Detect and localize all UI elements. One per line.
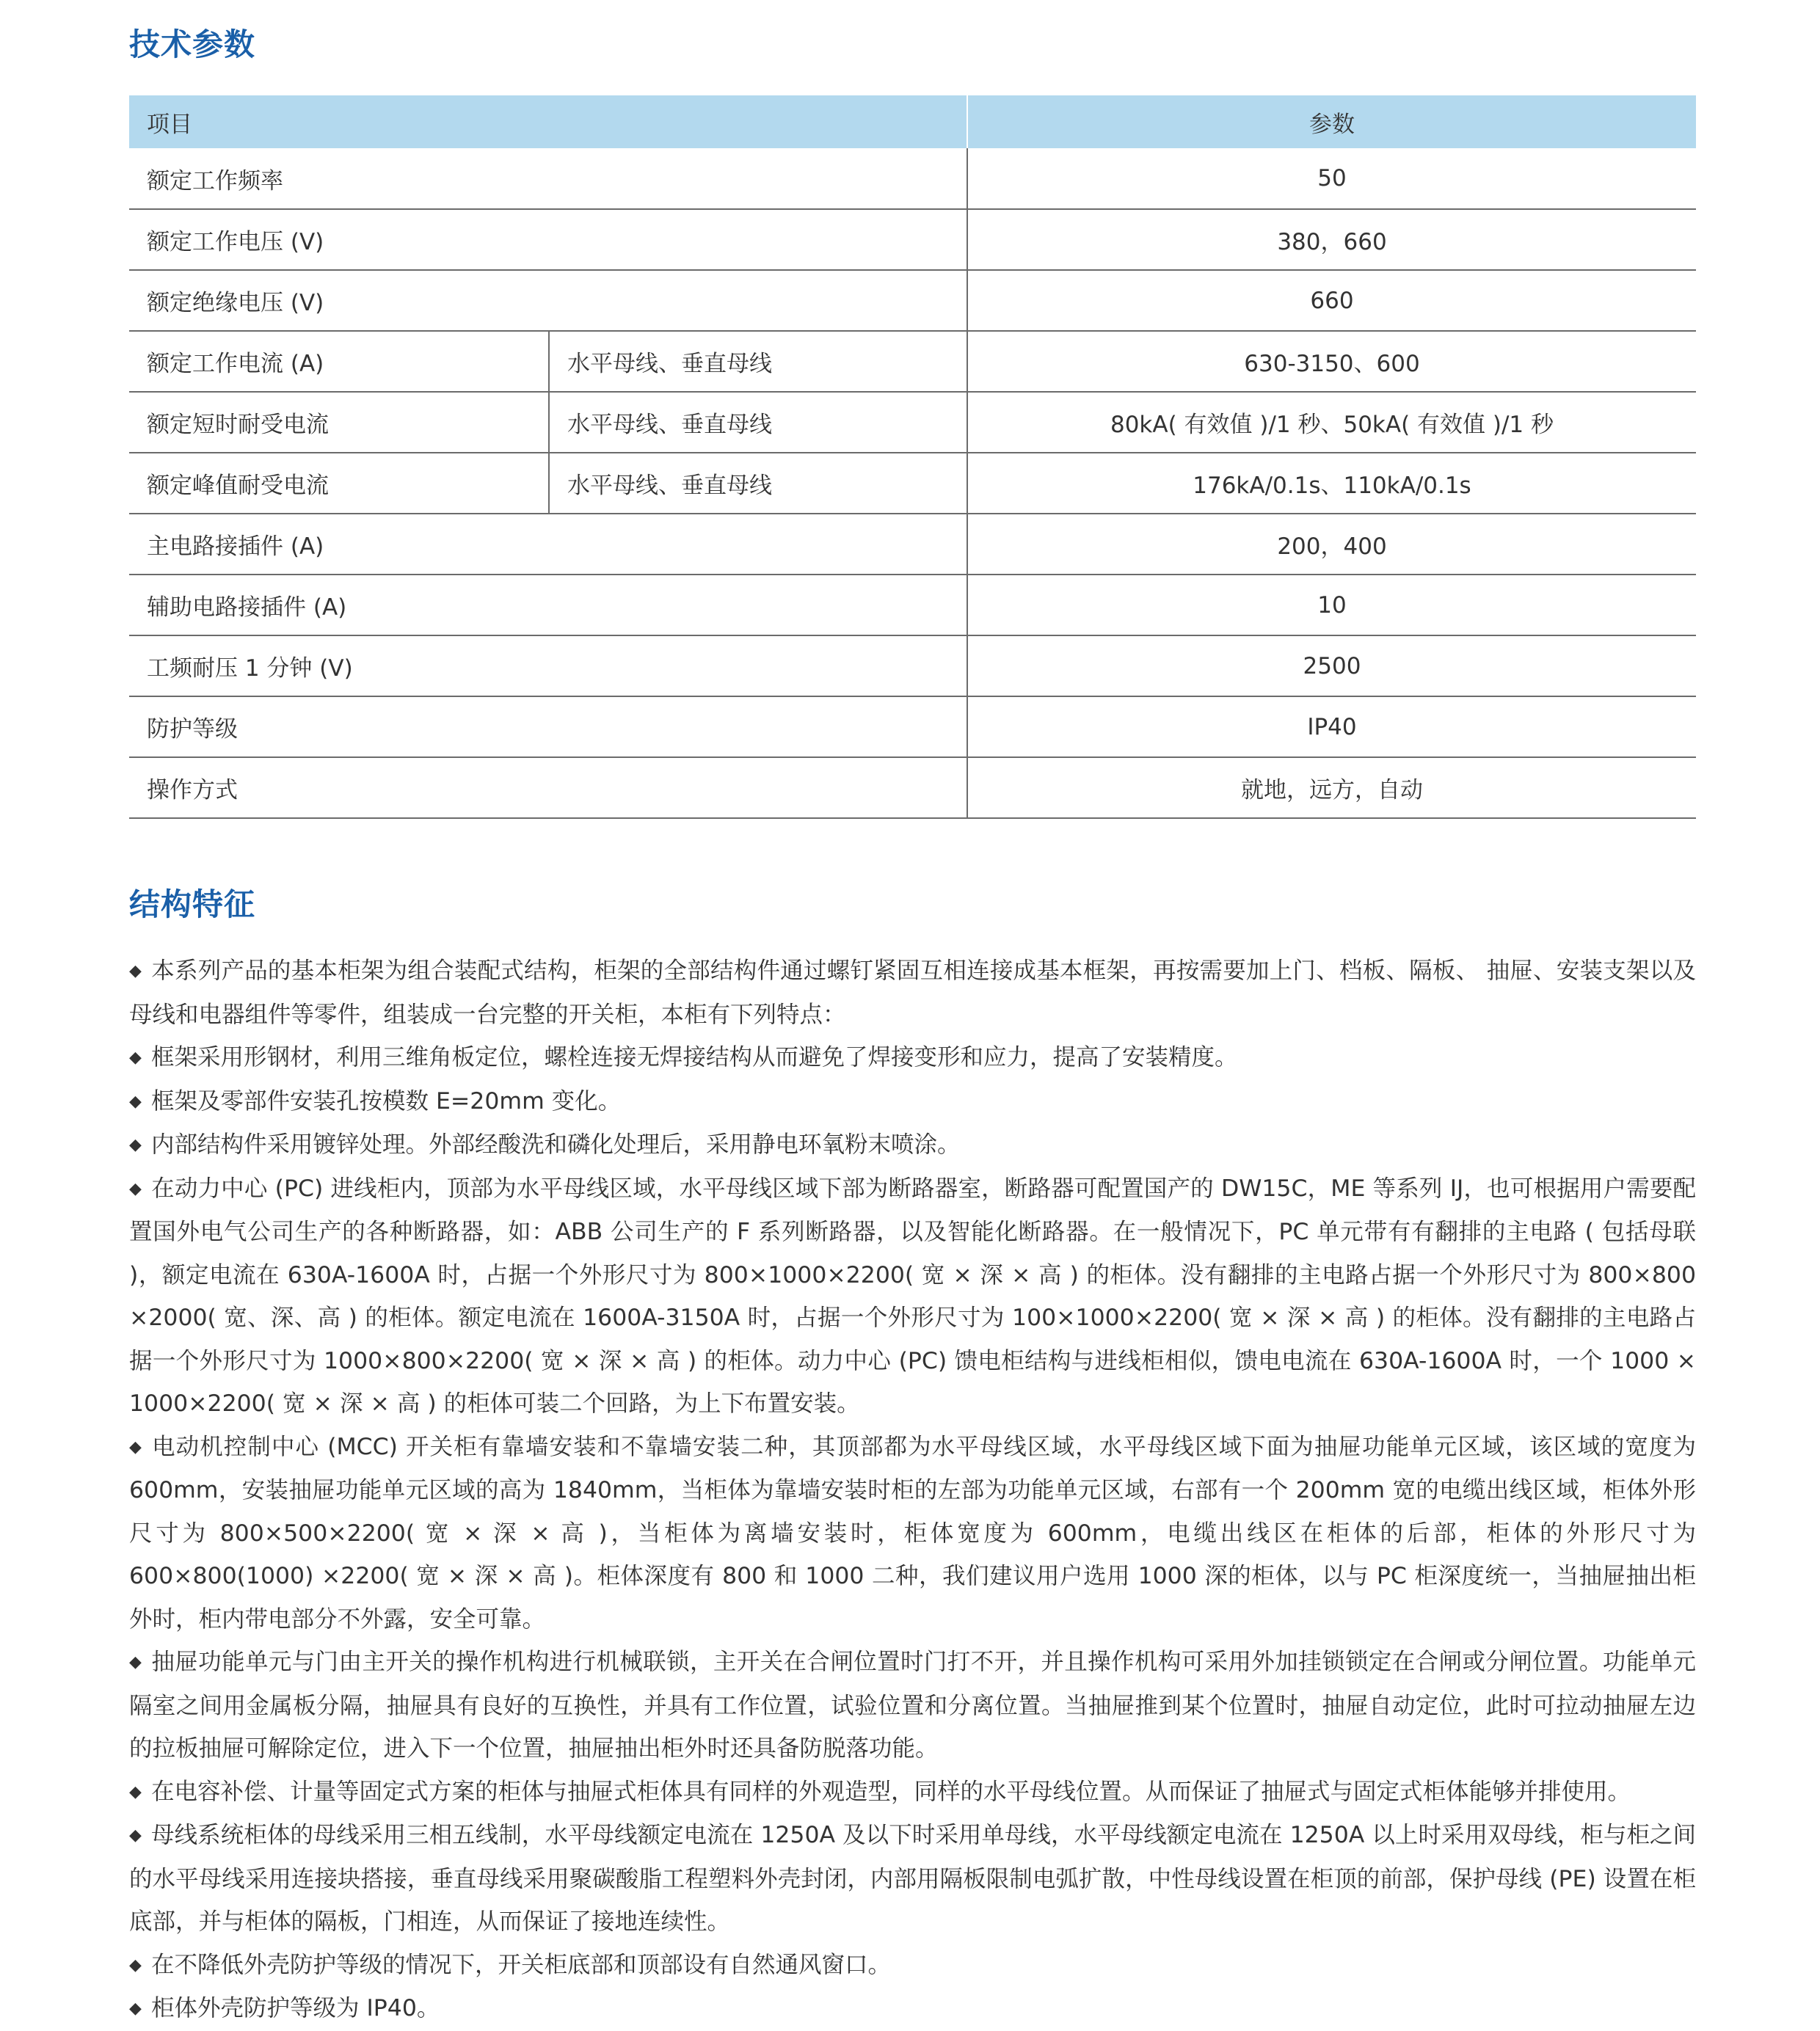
feature-paragraph — [129, 1426, 1696, 1641]
diamond-bullet-icon: ◆ — [129, 1999, 142, 2018]
feature-paragraph — [129, 1944, 1696, 1988]
table-row — [129, 453, 1696, 514]
row-item: 额定工作电压 (V) — [129, 209, 967, 270]
table-row — [129, 635, 1696, 696]
diamond-bullet-icon: ◆ — [129, 1826, 142, 1845]
table-row — [129, 270, 1696, 331]
feature-text: 电动机控制中心 (MCC) 开关柜有靠墙安装和不靠墙安装二种，其顶部都为水平母线区域，水平母线区域下面为抽屉功能单元区域，该区域的宽度为 600mm，安装抽屉功能单元区域的高为 1840mm，当柜体为靠墙安装时柜的左部为功能单元区域，右部有一个 200mm 宽的电缆出线区域，柜体外形尺寸为 800×500×2200( 宽 × 深 × 高 )，当柜体为离墙安装时，柜体宽度为 600mm，电缆出线区在柜体的后部，柜体的外形尺寸为 600×800(1000) ×2200( 宽 × 深 × 高 )。柜体深度有 800 和 1000 二种，我们建议用户选用 1000 深的柜体，以与 PC 柜深度统一，当抽屉抽出柜外时，柜内带电部分不外露，安全可靠。 — [129, 1433, 1696, 1633]
row-value: 660 — [967, 270, 1696, 331]
table-row — [129, 331, 1696, 392]
table-row — [129, 696, 1696, 757]
header-item: 项目 — [129, 95, 967, 148]
row-subitem: 水平母线、垂直母线 — [549, 453, 967, 514]
row-subitem: 水平母线、垂直母线 — [549, 331, 967, 392]
features-list — [129, 949, 1696, 2031]
feature-text: 框架采用形钢材，利用三维角板定位，螺栓连接无焊接结构从而避免了焊接变形和应力，提高了安装精度。 — [151, 1044, 1238, 1071]
specs-section-title: 技术参数 — [129, 26, 256, 62]
row-item: 额定绝缘电压 (V) — [129, 270, 967, 331]
diamond-bullet-icon: ◆ — [129, 1782, 142, 1801]
feature-text: 内部结构件采用镀锌处理。外部经酸洗和磷化处理后，采用静电环氧粉末喷涂。 — [151, 1131, 961, 1158]
feature-paragraph — [129, 1771, 1696, 1815]
diamond-bullet-icon: ◆ — [129, 1179, 142, 1198]
feature-text: 在动力中心 (PC) 进线柜内，顶部为水平母线区域，水平母线区域下部为断路器室，断路器可配置国产的 DW15C，ME 等系列 IJ，也可根据用户需要配置国外电气公司生产的各种断路器，如：ABB 公司生产的 F 系列断路器，以及智能化断路器。在一般情况下，PC 单元带有有翻排的主电路 ( 包括母联 )，额定电流在 630A-1600A 时，占据一个外形尺寸为 800×1000×2200( 宽 × 深 × 高 ) 的柜体。没有翻排的主电路占据一个外形尺寸为 800×800 ×2000( 宽、深、高 ) 的柜体。额定电流在 1600A-3150A 时，占据一个外形尺寸为 100×1000×2200( 宽 × 深 × 高 ) 的柜体。没有翻排的主电路占据一个外形尺寸为 1000×800×2200( 宽 × 深 × 高 ) 的柜体。动力中心 (PC) 馈电柜结构与进线柜相似，馈电电流在 630A-1600A 时，一个 1000 × 1000×2200( 宽 × 深 × 高 ) 的柜体可装二个回路，为上下布置安装。 — [129, 1175, 1696, 1417]
spec-table — [129, 95, 1696, 819]
feature-text: 在电容补偿、计量等固定式方案的柜体与抽屉式柜体具有同样的外观造型，同样的水平母线位置。从而保证了抽屉式与固定式柜体能够并排使用。 — [151, 1778, 1631, 1805]
table-row — [129, 148, 1696, 209]
feature-text: 本系列产品的基本柜架为组合装配式结构，柜架的全部结构件通过螺钉紧固互相连接成基本框架，再按需要加上门、档板、隔板、 抽屉、安装支架以及母线和电器组件等零件，组装成一台完整的开关柜，本柜有下列特点： — [129, 958, 1696, 1028]
row-value: 10 — [967, 575, 1696, 635]
feature-text: 母线系统柜体的母线采用三相五线制，水平母线额定电流在 1250A 及以下时采用单母线，水平母线额定电流在 1250A 以上时采用双母线，柜与柜之间的水平母线采用连接块搭接，垂直母线采用聚碳酸脂工程塑料外壳封闭，内部用隔板限制电弧扩散，中性母线设置在柜顶的前部，保护母线 (PE) 设置在柜底部，并与柜体的隔板，门相连，从而保证了接地连续性。 — [129, 1822, 1696, 1935]
table-row — [129, 757, 1696, 818]
row-item: 操作方式 — [129, 757, 967, 818]
diamond-bullet-icon: ◆ — [129, 1136, 142, 1154]
row-value: 50 — [967, 148, 1696, 209]
row-item: 额定工作频率 — [129, 148, 967, 209]
row-subitem: 水平母线、垂直母线 — [549, 392, 967, 453]
feature-text: 柜体外壳防护等级为 IP40。 — [151, 1995, 440, 2021]
table-header-row — [129, 95, 1696, 148]
table-row — [129, 514, 1696, 575]
row-value: IP40 — [967, 696, 1696, 757]
feature-paragraph — [129, 1987, 1696, 2031]
row-value: 380，660 — [967, 209, 1696, 270]
diamond-bullet-icon: ◆ — [129, 962, 142, 980]
row-item: 额定峰值耐受电流 — [129, 453, 549, 514]
feature-paragraph — [129, 949, 1696, 1036]
row-value: 2500 — [967, 635, 1696, 696]
table-row — [129, 392, 1696, 453]
row-value: 176kA/0.1s、110kA/0.1s — [967, 453, 1696, 514]
row-value: 630-3150、600 — [967, 331, 1696, 392]
diamond-bullet-icon: ◆ — [129, 1955, 142, 1975]
row-item: 主电路接插件 (A) — [129, 514, 967, 575]
row-item: 工频耐压 1 分钟 (V) — [129, 635, 967, 696]
feature-text: 在不降低外壳防护等级的情况下，开关柜底部和顶部设有自然通风窗口。 — [151, 1951, 892, 1978]
diamond-bullet-icon: ◆ — [129, 1049, 142, 1067]
diamond-bullet-icon: ◆ — [129, 1437, 142, 1456]
table-row — [129, 575, 1696, 635]
features-section-title: 结构特征 — [129, 886, 256, 922]
feature-paragraph — [129, 1123, 1696, 1167]
feature-text: 框架及零部件安装孔按模数 E=20mm 变化。 — [151, 1087, 622, 1115]
table-row — [129, 209, 1696, 270]
row-item: 防护等级 — [129, 696, 967, 757]
feature-paragraph — [129, 1167, 1696, 1426]
row-value: 80kA( 有效值 )/1 秒、50kA( 有效值 )/1 秒 — [967, 392, 1696, 453]
row-value: 就地，远方，自动 — [967, 757, 1696, 818]
row-item: 辅助电路接插件 (A) — [129, 575, 967, 635]
feature-text: 抽屉功能单元与门由主开关的操作机构进行机械联锁，主开关在合闸位置时门打不开，并且操作机构可采用外加挂锁锁定在合闸或分闸位置。功能单元隔室之间用金属板分隔，抽屉具有良好的互换性，并具有工作位置，试验位置和分离位置。当抽屉推到某个位置时，抽屉自动定位，此时可拉动抽屉左边的拉板抽屉可解除定位，进入下一个位置，抽屉抽出柜外时还具备防脱落功能。 — [129, 1649, 1696, 1762]
row-value: 200，400 — [967, 514, 1696, 575]
diamond-bullet-icon: ◆ — [129, 1653, 142, 1671]
feature-paragraph — [129, 1080, 1696, 1124]
diamond-bullet-icon: ◆ — [129, 1092, 142, 1111]
header-param: 参数 — [967, 95, 1696, 148]
row-item: 额定短时耐受电流 — [129, 392, 549, 453]
feature-paragraph — [129, 1641, 1696, 1771]
feature-paragraph — [129, 1036, 1696, 1080]
feature-paragraph — [129, 1814, 1696, 1944]
row-item: 额定工作电流 (A) — [129, 331, 549, 392]
